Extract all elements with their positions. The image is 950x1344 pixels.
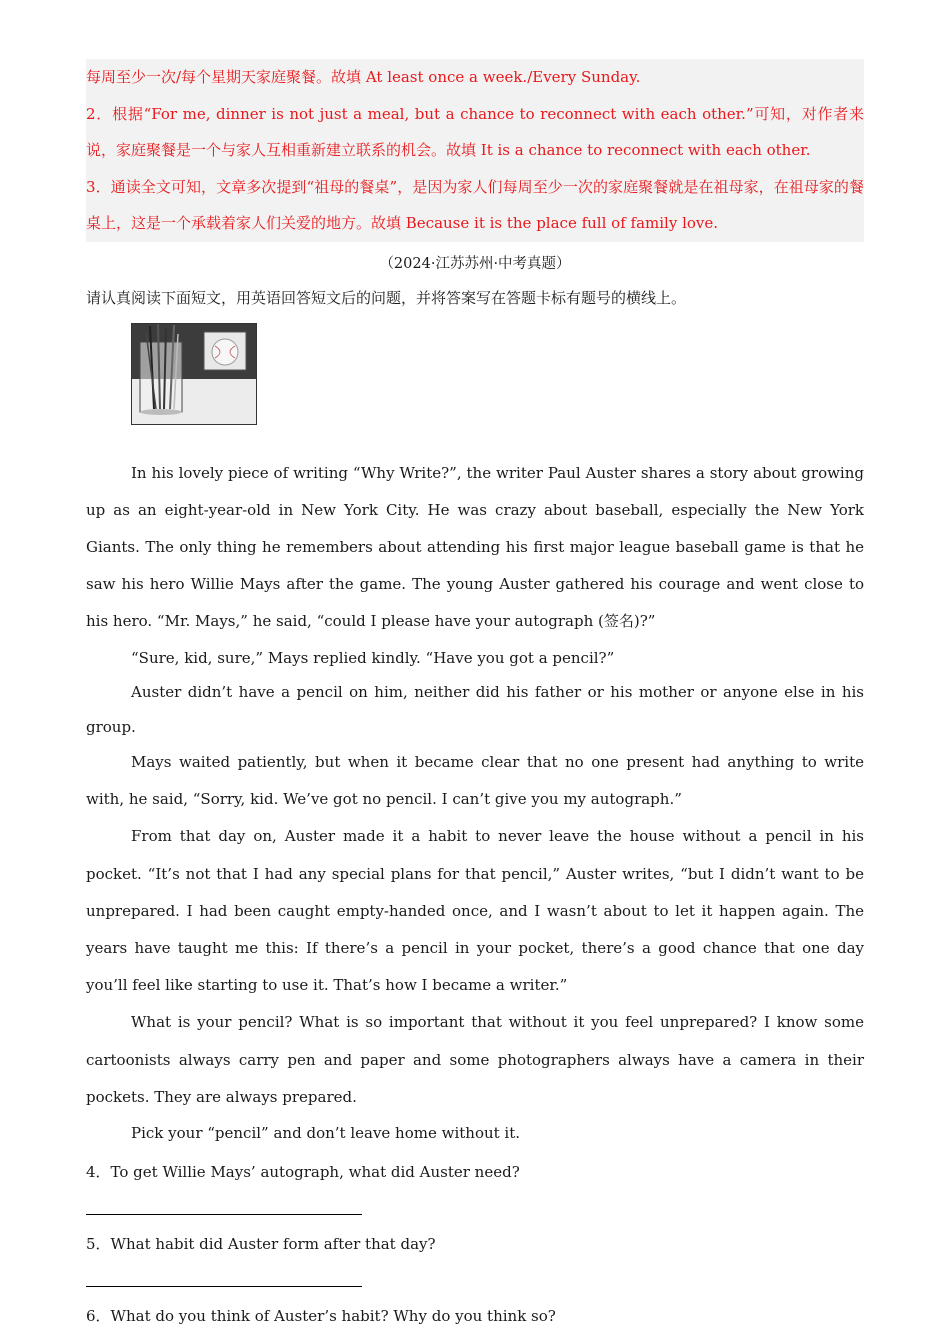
answer-line-5[interactable] [86, 1286, 362, 1287]
reading-passage [86, 455, 864, 1151]
answer-item-2: 2．根据“For me, dinner is not just a meal, but a chance to reconnect with each other.”可知，对作者来说，家庭聚餐是一个与家人互相重新建立联系的机会。故填 It is a chance to reconnect with each other. [86, 104, 864, 159]
passage-paragraph: From that day on, Auster made it a habit to never leave the house without a pencil in his pocket. “It’s not that I had any special plans for that pencil,” Auster writes, “but I didn’t want to be unprepared. I had been caught empty-handed once, and I wasn’t about to let it happen again. The years have taught me this: If there’s a pencil in your pocket, there’s a good chance that one day you’ll feel like starting to use it. That’s how I became a writer.” [86, 827, 864, 995]
exam-source: （2024·江苏苏州·中考真题） [379, 255, 571, 272]
answer-item-3: 3．通读全文可知，文章多次提到“祖母的餐桌”，是因为家人们每周至少一次的家庭聚餐就是在祖母家，在祖母家的餐桌上，这是一个承载着家人们关爱的地方。故填 Because it is the place full of family love. [86, 177, 864, 232]
passage-paragraph: In his lovely piece of writing “Why Write?”, the writer Paul Auster shares a story about growing up as an eight-year-old in New York City. He was crazy about baseball, especially the New York Giants. The only thing he remembers about attending his first major league baseball game is that he saw his hero Willie Mays after the game. The young Auster gathered his courage and went close to his hero. “Mr. Mays,” he said, “could I please have your autograph (签名)?” [86, 463, 864, 631]
question-4: 4．To get Willie Mays’ autograph, what did Auster need? [86, 1162, 520, 1181]
passage-paragraph: Mays waited patiently, but when it became clear that no one present had anything to write with, he said, “Sorry, kid. We’ve got no pencil. I can’t give you my autograph.” [86, 753, 864, 809]
passage-paragraph: “Sure, kid, sure,” Mays replied kindly. “Have you got a pencil?” [131, 648, 615, 667]
passage-paragraph: What is your pencil? What is so important that without it you feel unprepared? I know some cartoonists always carry pen and paper and some photographers always have a camera in their pockets. They are always prepared. [86, 1013, 864, 1106]
pencil-cup-photo [131, 323, 257, 425]
pencil-cup-illustration [132, 324, 256, 424]
question-5: 5．What habit did Auster form after that day? [86, 1234, 436, 1253]
passage-paragraph: Pick your “pencil” and don’t leave home without it. [131, 1124, 521, 1143]
page-content [86, 56, 864, 1328]
answer-explanation-box [86, 59, 864, 242]
question-6: 6．What do you think of Auster’s habit? Why do you think so? [86, 1306, 556, 1325]
reading-instruction: 请认真阅读下面短文，用英语回答短文后的问题，并将答案写在答题卡标有题号的横线上。 [86, 288, 687, 307]
answer-line-1: 每周至少一次/每个星期天家庭聚餐。故填 At least once a week./Every Sunday. [86, 68, 641, 86]
passage-paragraph: Auster didn’t have a pencil on him, neither did his father or his mother or anyone else in his group. [86, 683, 864, 736]
answer-line-4[interactable] [86, 1214, 362, 1215]
